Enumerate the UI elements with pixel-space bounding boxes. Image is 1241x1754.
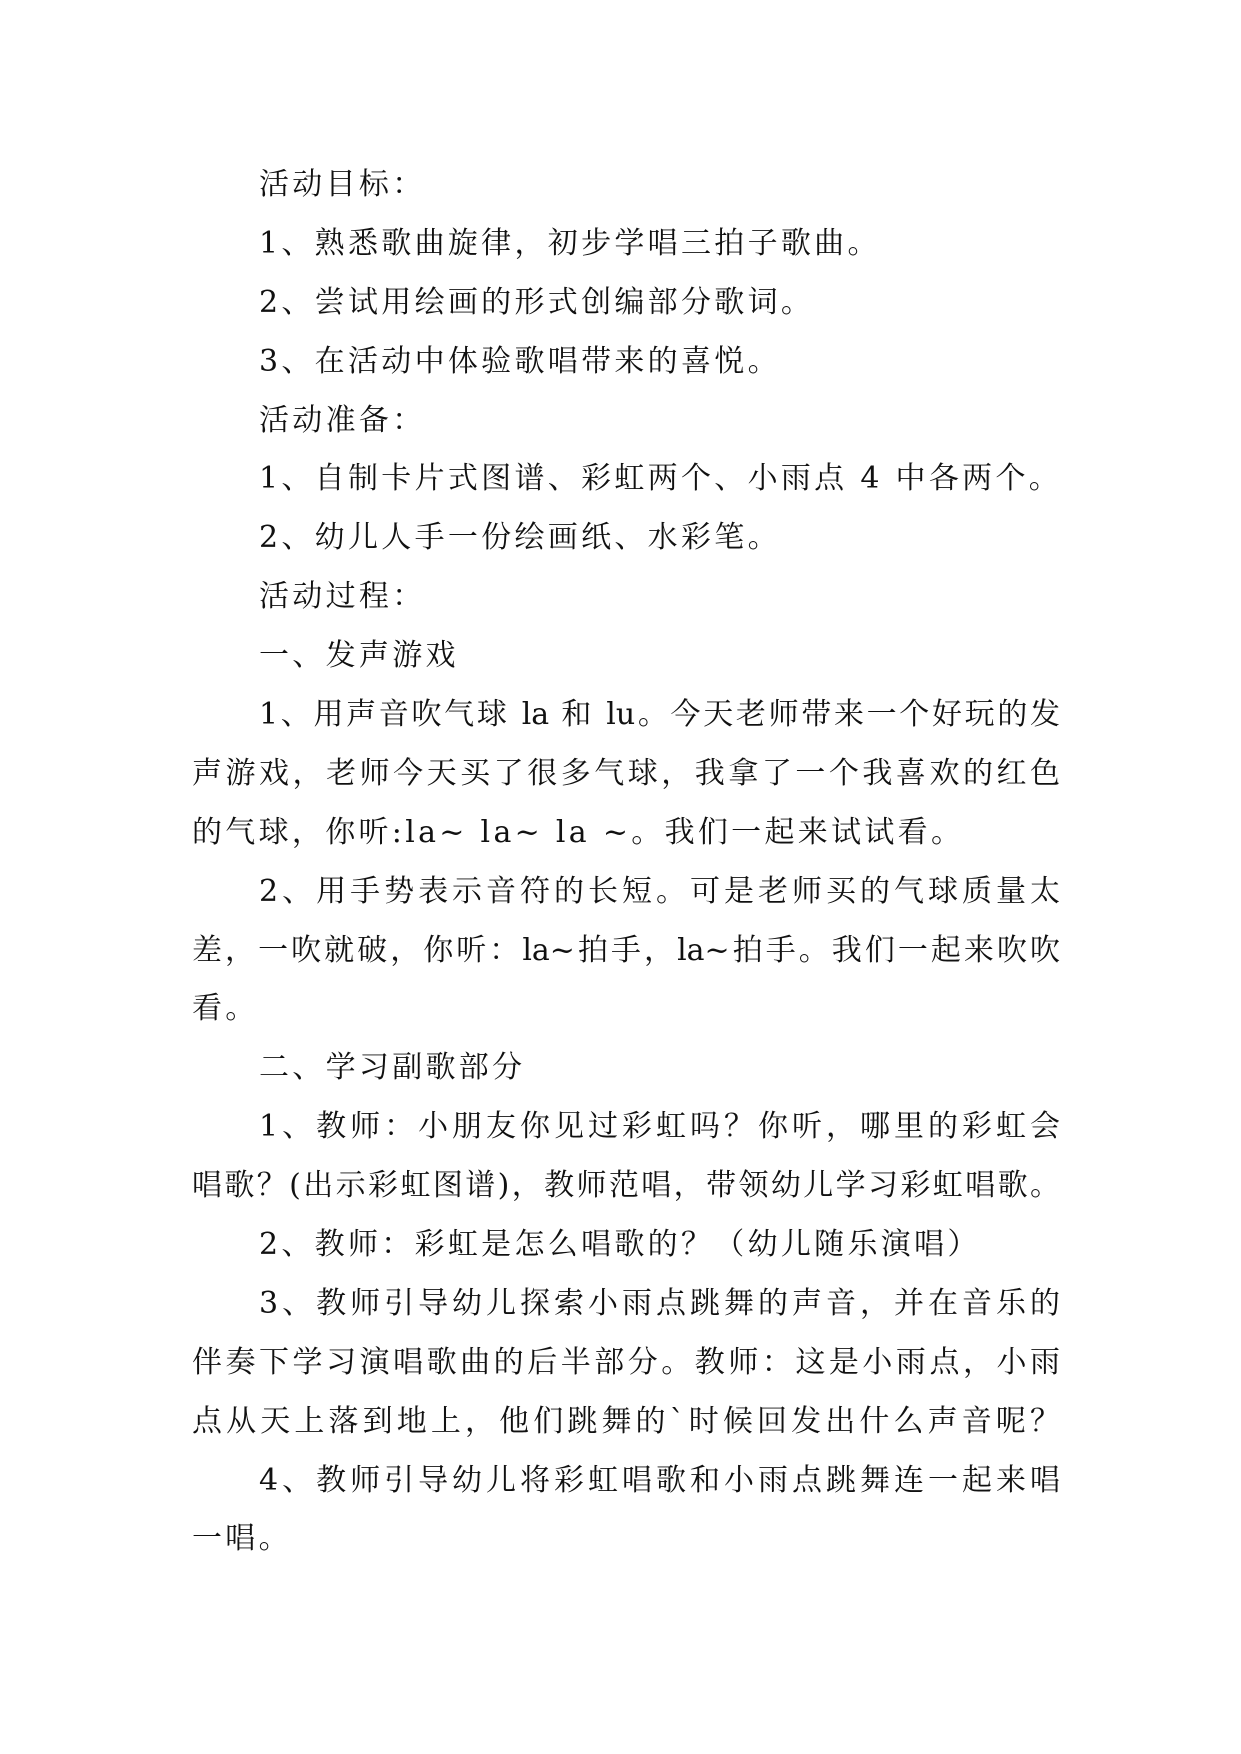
part-title: 一、发声游戏 — [259, 638, 459, 674]
goal-item: 2、尝试用绘画的形式创编部分歌词。 — [259, 284, 815, 320]
step-text-line: 看。 — [192, 991, 259, 1027]
step-text-line: 3、教师引导幼儿探索小雨点跳舞的声音，并在音乐的 — [259, 1285, 1060, 1321]
step-text-line: 4、教师引导幼儿将彩虹唱歌和小雨点跳舞连一起来唱 — [259, 1462, 1060, 1498]
goal-item: 1、熟悉歌曲旋律，初步学唱三拍子歌曲。 — [259, 225, 881, 261]
preparation-item: 1、自制卡片式图谱、彩虹两个、小雨点 4 中各两个。 — [259, 461, 1063, 497]
goal-item: 3、在活动中体验歌唱带来的喜悦。 — [259, 343, 781, 379]
step-text-line: 2、教师：彩虹是怎么唱歌的？（幼儿随乐演唱） — [259, 1227, 981, 1263]
preparation-heading: 活动准备： — [259, 402, 426, 438]
step-text-line: 1、教师：小朋友你见过彩虹吗？你听，哪里的彩虹会 — [259, 1109, 1060, 1145]
step-text-line: 唱歌？(出示彩虹图谱)，教师范唱，带领幼儿学习彩虹唱歌。 — [192, 1168, 1060, 1204]
step-text-line: 一唱。 — [192, 1521, 292, 1557]
process-heading: 活动过程： — [259, 579, 426, 615]
step-text-line: 差，一吹就破，你听：la~拍手，la~拍手。我们一起来吹吹 — [192, 932, 1060, 968]
step-text-line: 伴奏下学习演唱歌曲的后半部分。教师：这是小雨点，小雨 — [192, 1344, 1060, 1380]
step-text-line: 1、用声音吹气球 la 和 lu。今天老师带来一个好玩的发 — [259, 697, 1060, 733]
document-body — [192, 156, 1063, 1569]
step-text-line: 点从天上落到地上，他们跳舞的`时候回发出什么声音呢？ — [192, 1403, 1060, 1439]
preparation-item: 2、幼儿人手一份绘画纸、水彩笔。 — [259, 520, 781, 556]
step-text-line: 的气球，你听:la~ la~ la ~。我们一起来试试看。 — [192, 814, 965, 850]
part-title: 二、学习副歌部分 — [259, 1050, 526, 1086]
goals-heading: 活动目标： — [259, 167, 426, 202]
step-text-line: 2、用手势表示音符的长短。可是老师买的气球质量太 — [259, 873, 1060, 909]
step-text-line: 声游戏，老师今天买了很多气球，我拿了一个我喜欢的红色 — [192, 755, 1060, 791]
